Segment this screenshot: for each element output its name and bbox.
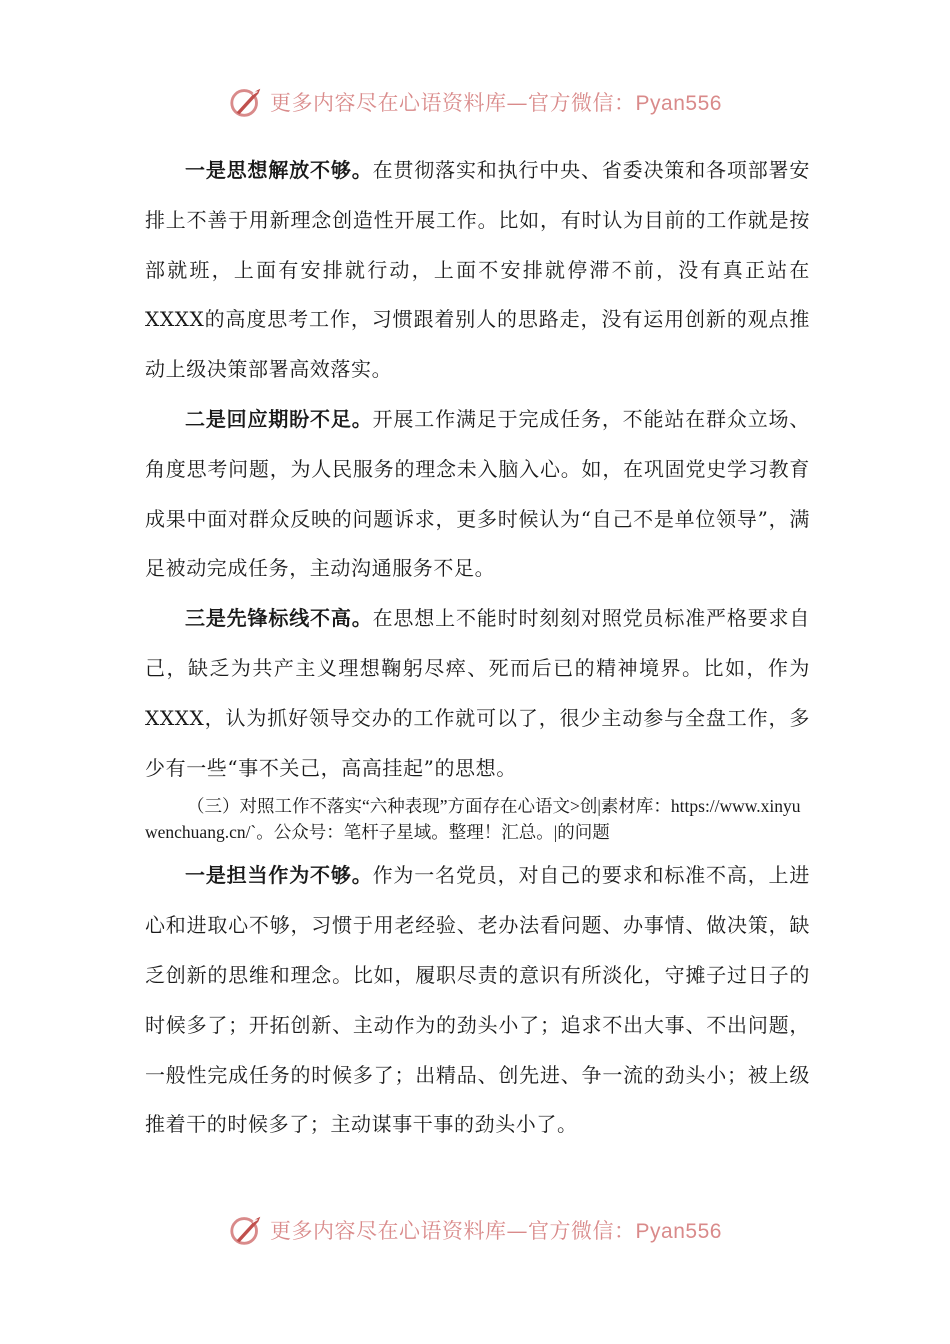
paragraph-lead: 二是回应期盼不足。 xyxy=(185,406,373,431)
paragraph-lead: 一是担当作为不够。 xyxy=(185,863,373,888)
header-banner xyxy=(0,82,950,122)
paragraph-body: 作为一名党员，对自己的要求和标准不高，上进心和进取心不够，习惯于用老经验、老办法看问题、办事情、做决策，缺乏创新的思维和理念。比如，履职尽责的意识有所淡化，守摊子过日子的时候多了；开拓创新、主动作为的劲头小了；追求不出大事、不出问题，一般性完成任务的时候多了；出精品、创先进、争一流的劲头小；被上级推着干的时候多了；主动谋事干事的劲头小了。 xyxy=(145,863,810,1137)
document-body xyxy=(145,146,810,1150)
banner-text: 更多内容尽在心语资料库—官方微信：Pyan556 xyxy=(270,91,722,115)
paragraph-lead: 三是先锋标线不高。 xyxy=(185,606,373,631)
paragraph-body: 在贯彻落实和执行中央、省委决策和各项部署安排上不善于用新理念创造性开展工作。比如，有时认为目前的工作就是按部就班，上面有安排就行动，上面不安排就停滞不前，没有真正站在XXXX的高度思考工作，习惯跟着别人的思路走，没有运用创新的观点推动上级决策部署高效落实。 xyxy=(145,158,810,382)
paragraph-lead: 一是思想解放不够。 xyxy=(185,158,373,182)
banner-text: 更多内容尽在心语资料库—官方微信：Pyan556 xyxy=(270,1219,722,1243)
paragraph-4 xyxy=(145,851,810,1150)
footer-banner xyxy=(0,1210,950,1250)
paragraph-2 xyxy=(145,395,810,594)
paragraph-body: 开展工作满足于完成任务，不能站在群众立场、角度思考问题，为人民服务的理念未入脑入心。如，在巩固党史学习教育成果中面对群众反映的问题诉求，更多时候认为“自己不是单位领导”，满足被动完成任务，主动沟通服务不足。 xyxy=(145,406,810,581)
paragraph-body: 在思想上不能时时刻刻对照党员标准严格要求自己，缺乏为共产主义理想鞠躬尽瘁、死而后已的精神境界。比如，作为XXXX，认为抓好领导交办的工作就可以了，很少主动参与全盘工作，多少有一些“事不关己，高高挂起”的思想。 xyxy=(145,606,810,780)
section-heading: （三）对照工作不落实“六种表现”方面存在心语文>创|素材库：https://www.xinyuwenchuang.cn/`。公众号：笔杆子星域。整理！汇总。|的问题 xyxy=(145,796,801,843)
quill-circle-logo-icon xyxy=(228,1211,266,1249)
paragraph-3 xyxy=(145,594,810,793)
paragraph-1 xyxy=(145,146,810,395)
quill-circle-logo-icon xyxy=(228,83,266,121)
